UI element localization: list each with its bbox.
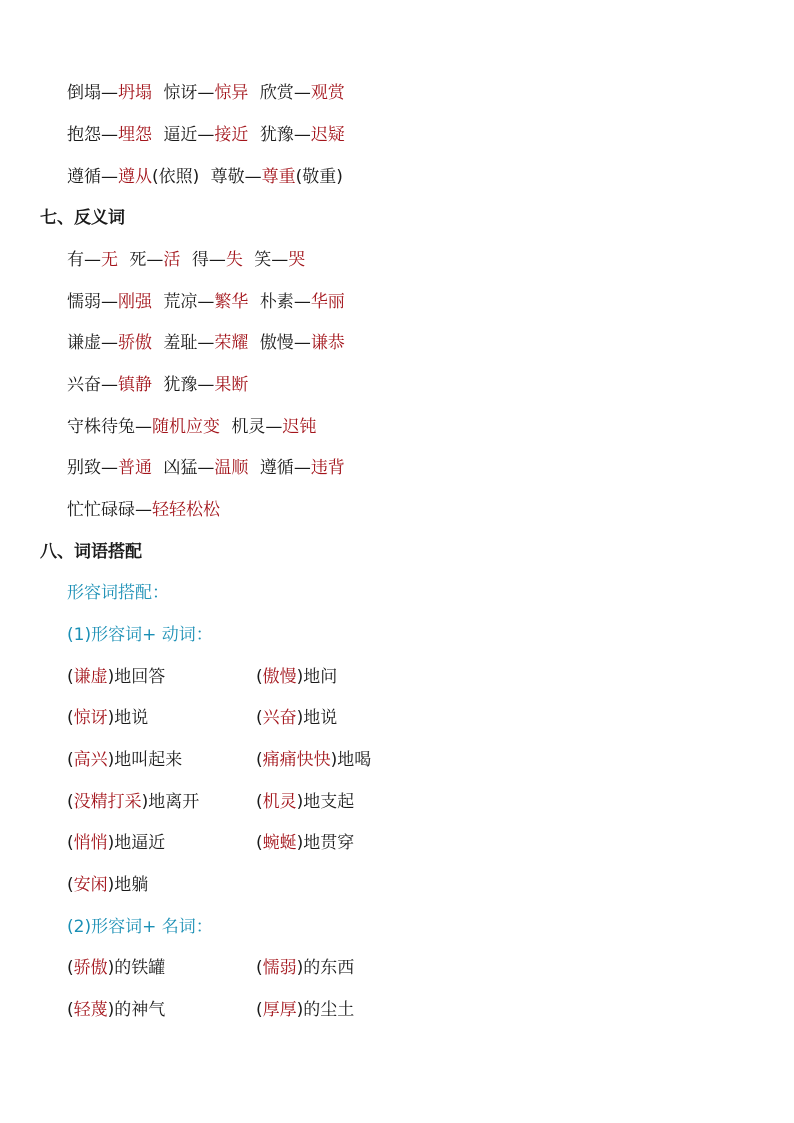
collocation-item: (骄傲)的铁罐 — [67, 958, 166, 978]
collocation-item: (谦虚)地回答 — [67, 667, 166, 687]
antonym-line-2 — [67, 290, 351, 314]
word-pair: 惊讶—惊异 — [163, 83, 249, 103]
word-pair: 倒塌—坍塌 — [67, 83, 152, 103]
collocation-item: (懦弱)的东西 — [256, 958, 355, 978]
word-pair: 抱怨—埋怨 — [67, 125, 152, 145]
word-pair: 遵循—遵从(依照) — [67, 167, 200, 187]
antonym-line-1 — [67, 248, 311, 272]
word-pair: 得—失 — [191, 250, 243, 270]
collocation-item: (傲慢)地问 — [256, 667, 338, 687]
collocation-item: (兴奋)地说 — [256, 708, 338, 728]
word-pair: 欣赏—观赏 — [259, 83, 345, 103]
antonym-line-5 — [67, 415, 322, 439]
collocation-item: (机灵)地支起 — [256, 792, 355, 812]
word-pair: 谦虚—骄傲 — [67, 333, 152, 353]
antonym-line-3 — [67, 331, 351, 355]
synonym-line-2 — [67, 123, 351, 147]
word-pair: 遵循—违背 — [259, 458, 345, 478]
word-pair: 羞耻—荣耀 — [163, 333, 249, 353]
word-pair: 死—活 — [129, 250, 181, 270]
word-pair: 懦弱—刚强 — [67, 292, 152, 312]
collocation-item: (安闲)地躺 — [67, 875, 149, 895]
synonym-line-1 — [67, 81, 351, 105]
antonym-line-7 — [67, 498, 226, 522]
collocation-item: (厚厚)的尘土 — [256, 1000, 355, 1020]
word-pair: 兴奋—镇静 — [67, 375, 152, 395]
collocation-item: (轻蔑)的神气 — [67, 1000, 166, 1020]
subheading-adj-verb: (1)形容词+ 动词： — [67, 625, 213, 645]
section-heading-antonyms: 七、反义词 — [40, 208, 125, 228]
subheading-adjective-collocation: 形容词搭配： — [67, 583, 169, 603]
word-pair: 傲慢—谦恭 — [259, 333, 345, 353]
word-pair: 别致—普通 — [67, 458, 152, 478]
word-pair: 逼近—接近 — [163, 125, 249, 145]
section-heading-collocations: 八、词语搭配 — [40, 542, 142, 562]
word-pair: 尊敬—尊重(敬重) — [210, 167, 343, 187]
antonym-line-6 — [67, 456, 351, 480]
word-pair: 朴素—华丽 — [259, 292, 345, 312]
word-pair: 犹豫—果断 — [163, 375, 249, 395]
antonym-line-4 — [67, 373, 254, 397]
collocation-item: (高兴)地叫起来 — [67, 750, 183, 770]
collocation-item: (悄悄)地逼近 — [67, 833, 166, 853]
word-pair: 笑—哭 — [254, 250, 306, 270]
word-pair: 荒凉—繁华 — [163, 292, 249, 312]
collocation-item: (痛痛快快)地喝 — [256, 750, 372, 770]
word-pair: 凶猛—温顺 — [163, 458, 249, 478]
word-pair: 有—无 — [67, 250, 118, 270]
collocation-item: (蜿蜒)地贯穿 — [256, 833, 355, 853]
word-pair: 守株待兔—随机应变 — [67, 417, 220, 437]
collocation-item: (惊讶)地说 — [67, 708, 149, 728]
subheading-adj-noun: (2)形容词+ 名词： — [67, 917, 213, 937]
word-pair: 机灵—迟钝 — [231, 417, 317, 437]
word-pair: 忙忙碌碌—轻轻松松 — [67, 500, 220, 520]
synonym-line-3 — [67, 165, 349, 189]
word-pair: 犹豫—迟疑 — [259, 125, 345, 145]
collocation-item: (没精打采)地离开 — [67, 792, 200, 812]
